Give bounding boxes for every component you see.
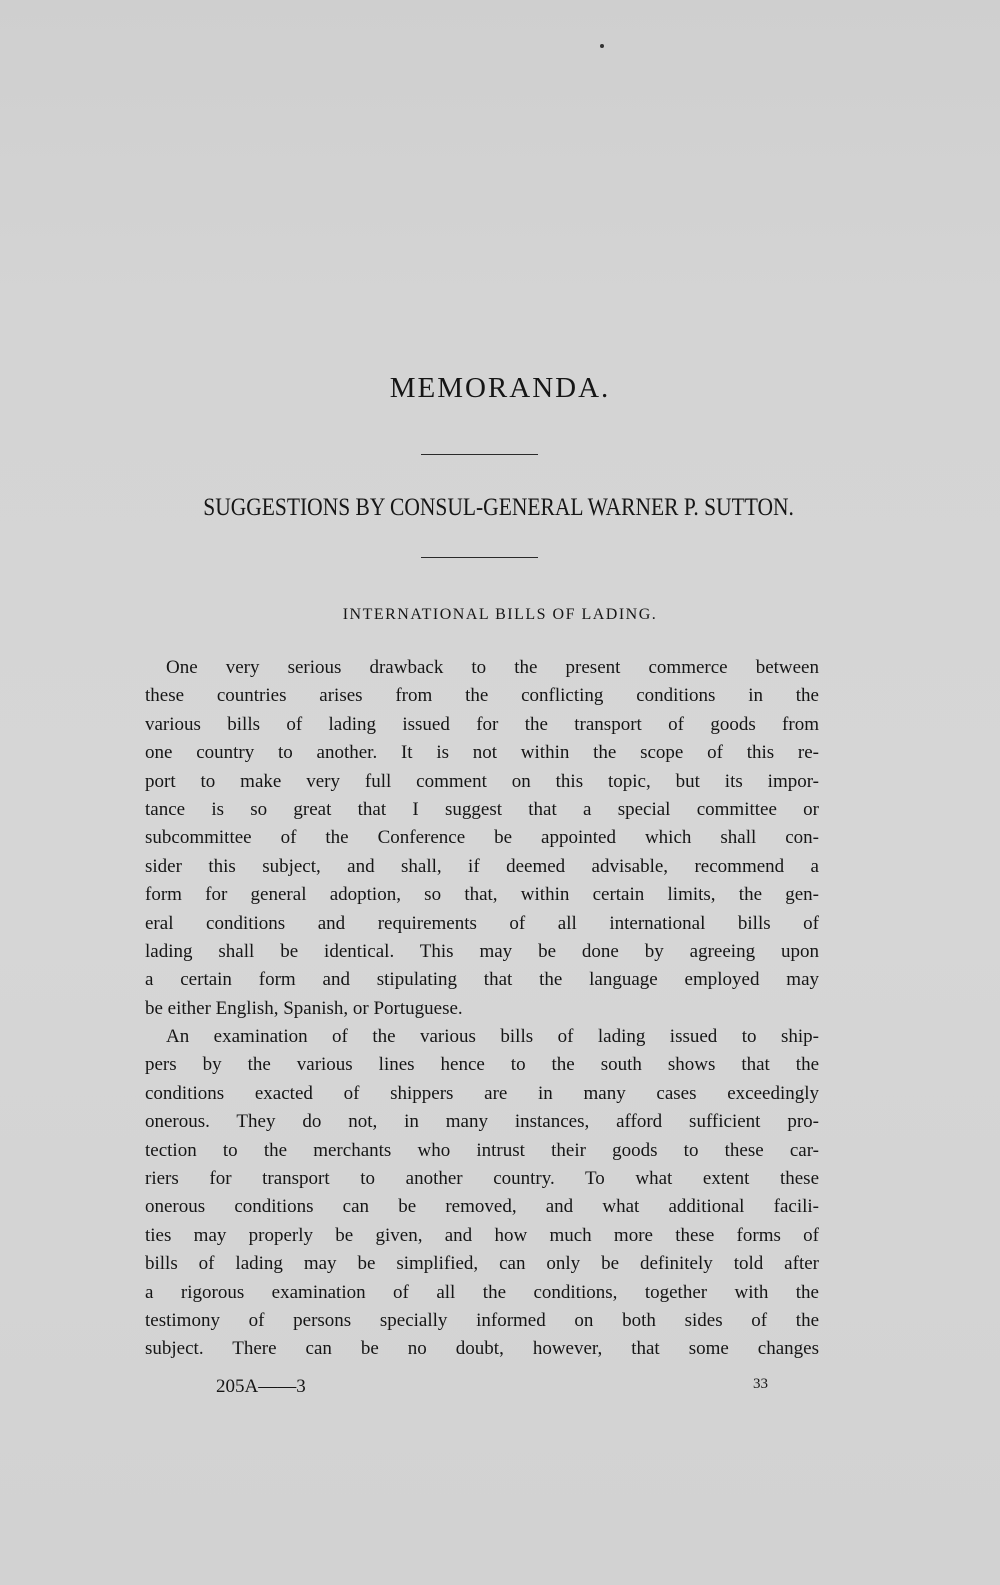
text-line: One very serious drawback to the present commerce between — [166, 657, 819, 678]
paragraph-1 — [145, 654, 819, 1023]
text-line: tance is so great that I suggest that a special committee or — [145, 798, 819, 820]
text-line: pers by the various lines hence to the south shows that the — [145, 1054, 819, 1076]
section-heading: INTERNATIONAL BILLS OF LADING. — [342, 606, 658, 623]
text-line: various bills of lading issued for the transport of goods from — [145, 713, 819, 735]
text-line: a rigorous examination of all the conditions, together with the — [145, 1281, 819, 1303]
text-line: An examination of the various bills of lading issued to ship- — [166, 1026, 819, 1048]
signature-mark: 205A——3 — [216, 1376, 306, 1397]
body-text — [145, 654, 819, 1364]
page-title: MEMORANDA. — [389, 372, 611, 404]
text-line: be either English, Spanish, or Portuguese. — [145, 997, 463, 1019]
title-divider — [421, 454, 538, 455]
text-line: bills of lading may be simplified, can only be definitely told after — [145, 1253, 819, 1275]
text-line: these countries arises from the conflicting conditions in the — [145, 685, 819, 707]
text-line: riers for transport to another country. To what extent these — [145, 1168, 819, 1190]
text-line: lading shall be identical. This may be done by agreeing upon — [145, 940, 819, 962]
text-line: testimony of persons specially informed on both sides of the — [145, 1309, 819, 1331]
text-line: conditions exacted of shippers are in many cases exceedingly — [145, 1082, 819, 1104]
text-line: form for general adoption, so that, within certain limits, the gen- — [145, 884, 819, 906]
text-line: subcommittee of the Conference be appointed which shall con- — [145, 827, 819, 849]
text-line: subject. There can be no doubt, however, that some changes — [145, 1338, 819, 1360]
text-line: port to make very full comment on this topic, but its impor- — [145, 770, 819, 792]
text-line: sider this subject, and shall, if deemed advisable, recommend a — [145, 855, 819, 877]
page-number: 33 — [753, 1376, 768, 1392]
ink-speck — [600, 44, 604, 48]
text-line: tection to the merchants who intrust their goods to these car- — [145, 1139, 819, 1161]
text-line: eral conditions and requirements of all international bills of — [145, 912, 819, 934]
text-line: ties may properly be given, and how much more these forms of — [145, 1224, 819, 1246]
text-line: onerous. They do not, in many instances, afford sufficient pro- — [145, 1111, 819, 1133]
text-line: onerous conditions can be removed, and what additional facili- — [145, 1196, 819, 1218]
subtitle: SUGGESTIONS BY CONSUL-GENERAL WARNER P. SUTTON. — [203, 494, 794, 521]
subtitle-divider — [421, 557, 538, 558]
paragraph-2 — [145, 1023, 819, 1364]
text-line: a certain form and stipulating that the language employed may — [145, 969, 819, 991]
text-line: one country to another. It is not within the scope of this re- — [145, 742, 819, 764]
